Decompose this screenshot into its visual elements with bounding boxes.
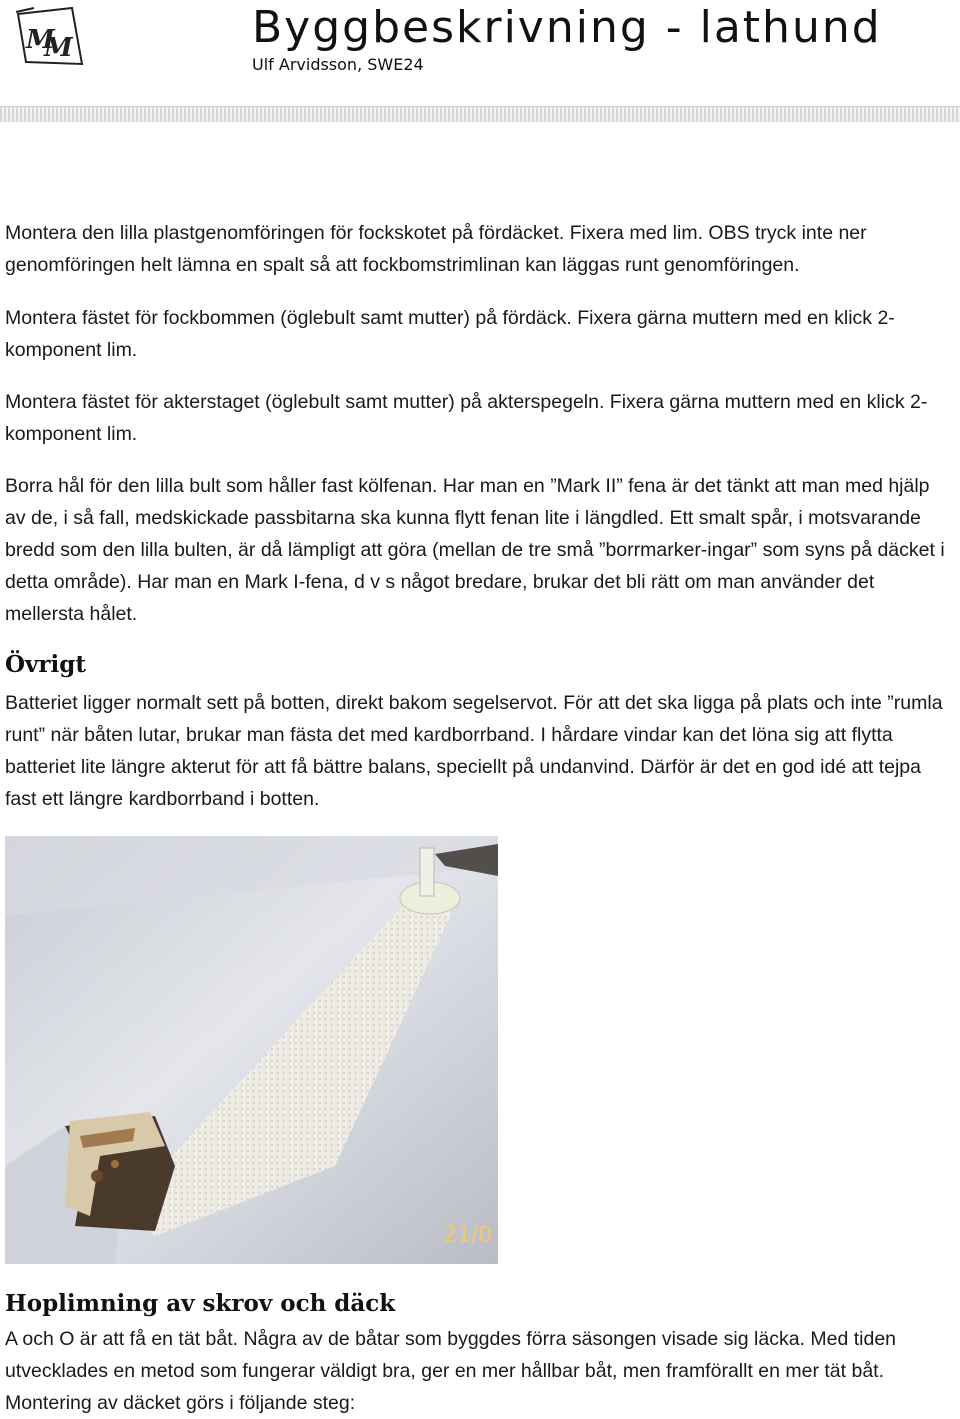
photo-date-stamp: 21/0 (443, 1223, 493, 1248)
paragraph-akterstag: Montera fästet för akterstaget (öglebult samt mutter) på akterspegeln. Fixera gärna muttern med en klick 2-komponent lim. (5, 391, 928, 445)
svg-text:M: M (44, 33, 73, 63)
page-subtitle: Ulf Arvidsson, SWE24 (252, 55, 424, 74)
paragraph-genomforing: Montera den lilla plastgenomföringen för fockskotet på fördäcket. Fixera med lim. OBS tryck inte ner genomföringen helt lämna en spalt så att fockbomstrimlinan kan läggas runt genomföringen. (5, 222, 867, 276)
deck-photo (5, 836, 498, 1264)
section-heading-hoplimning: Hoplimning av skrov och däck (5, 1290, 396, 1317)
paragraph-kolfena: Borra hål för den lilla bult som håller fast kölfenan. Har man en ”Mark II” fena är det tänkt att man med hjälp av de, i så fall, medskickade passbitarna ska kunna flytt fenan lite i längdled. Ett smalt spår, i motsvarande bredd som den lilla bulten, är då lämpligt att göra (mellan de tre små ”borrmarker-ingar” som syns på däcket i detta område). Har man en Mark I-fena, d v s något bredare, brukar det bli rätt om man använder det mellersta hålet. (5, 475, 945, 625)
page-header (0, 0, 960, 120)
section-heading-ovrigt: Övrigt (5, 651, 86, 678)
paragraph-hoplimning: A och O är att få en tät båt. Några av de båtar som byggdes förra säsongen visade sig läcka. Med tiden utvecklades en metod som fungerar väldigt bra, ger en mer hållbar båt, men framförallt en mer tät båt. Montering av däcket görs i följande steg: (5, 1328, 897, 1414)
mm-logo (8, 6, 88, 68)
svg-text:M: M (26, 25, 55, 55)
paragraph-batteri: Batteriet ligger normalt sett på botten, direkt bakom segelservot. För att det ska ligga på plats och inte ”rumla runt” när båten lutar, brukar man fästa det med kardborrband. I hårdare vindar kan det löna sig att flytta batteriet lite längre akterut för att få bättre balans, speciellt på undanvind. Därför är det en god idé att tejpa fast ett längre kardborrband i botten. (5, 692, 943, 810)
paragraph-fockbom: Montera fästet för fockbommen (öglebult samt mutter) på fördäck. Fixera gärna muttern med en klick 2-komponent lim. (5, 307, 895, 361)
header-divider (0, 106, 960, 122)
page-title: Byggbeskrivning - lathund (252, 2, 882, 53)
